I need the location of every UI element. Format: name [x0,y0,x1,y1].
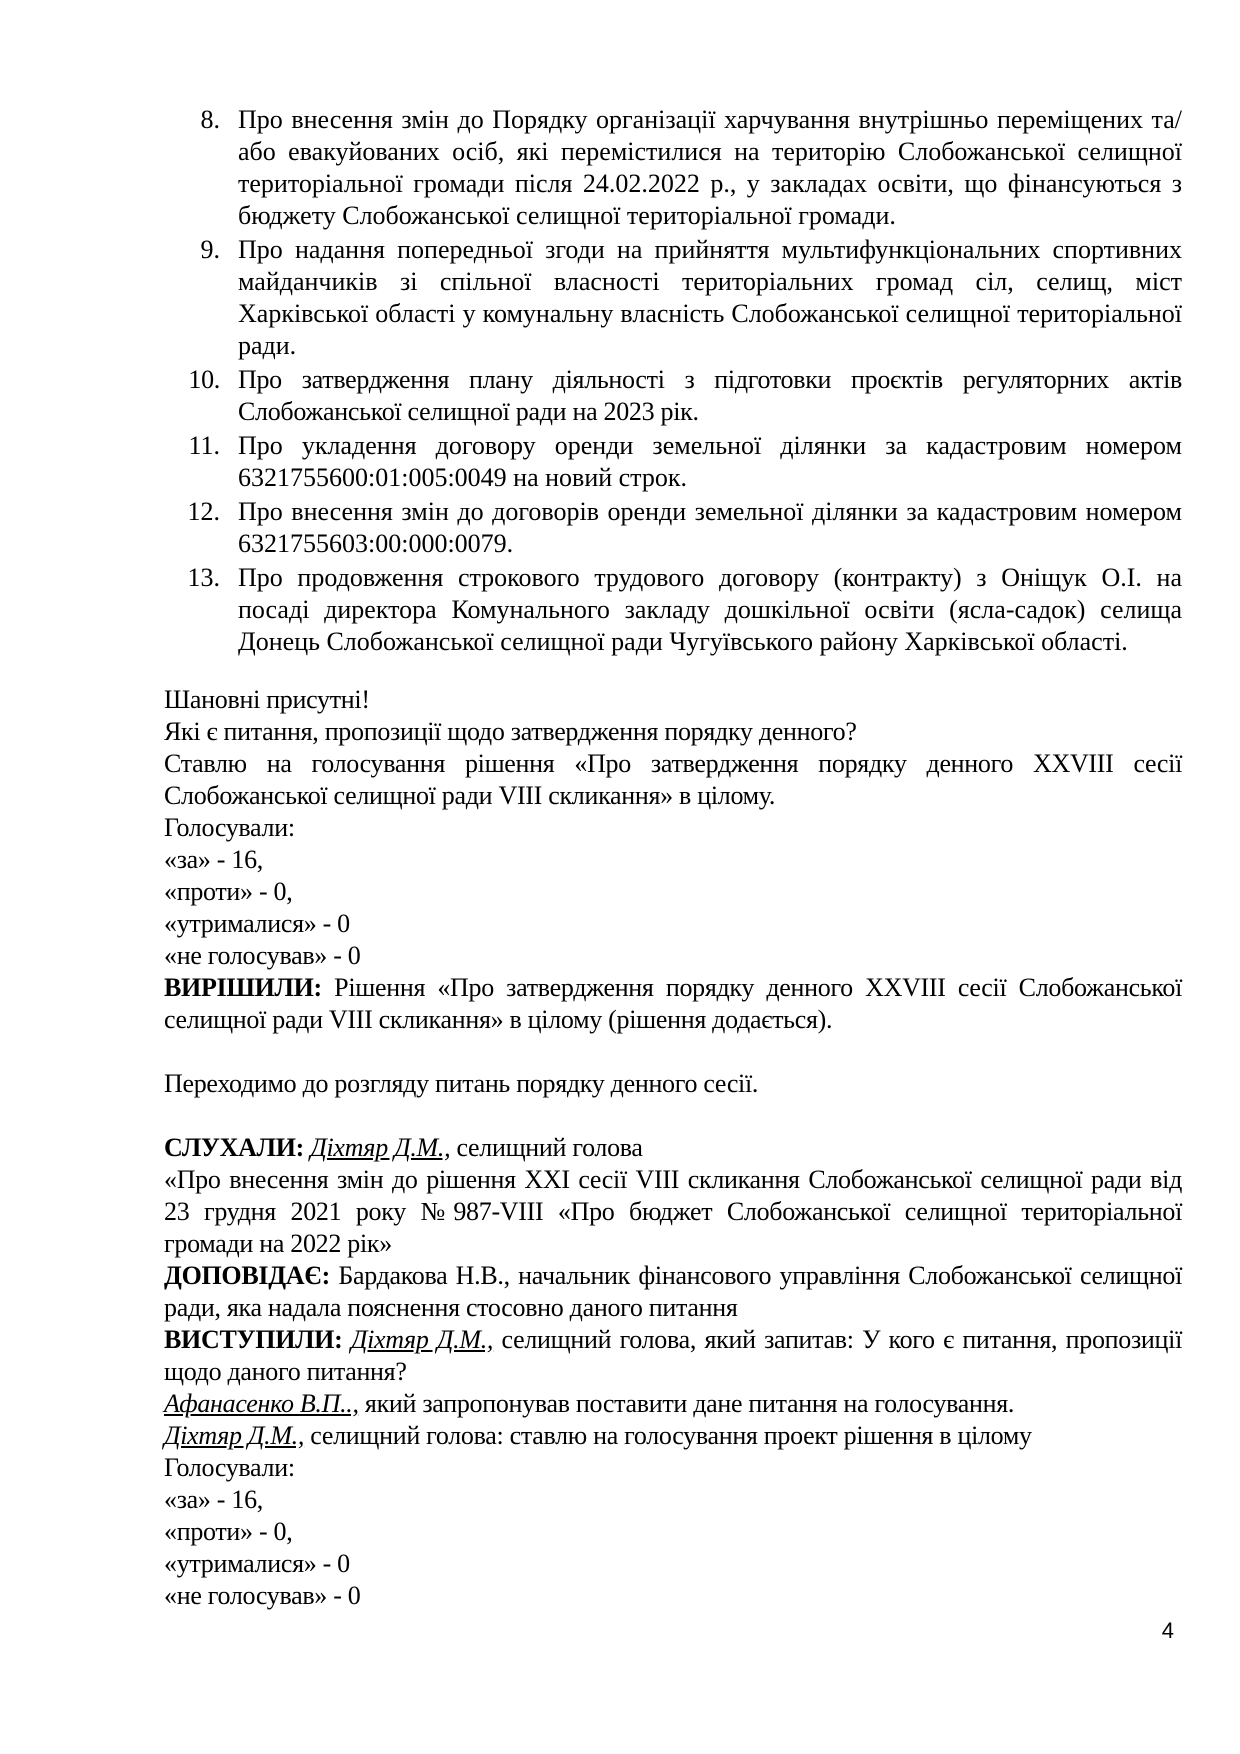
decision [164,972,1182,1036]
agenda-item-9 [164,234,1182,362]
agenda-item-number: 8. [200,105,220,134]
reports-label: ДОПОВІДАЄ: [164,1261,330,1290]
spoke-name: Діхтяр Д.М., [350,1325,494,1354]
proposal: Ставлю на голосування рішення «Про затвердження порядку денного XXVIII сесії Слобожанської селищної ради VIII скликання» в цілому. [164,749,1182,810]
vote-abstained: «утрималися» - 0 [164,909,350,938]
agenda-item-12 [164,496,1182,560]
vote-not-voted: «не голосував» - 0 [164,1581,361,1610]
agenda-item-8 [164,104,1182,232]
speaker2-text: який запропонував поставити дане питання на голосування. [364,1389,1015,1418]
agenda-item-text: Про укладення договору оренди земельної ділянки за кадастровим номером 6321755600:01:005:0049 на новий строк. [238,431,1182,492]
agenda-list [164,104,1182,658]
agenda-item-text: Про внесення змін до Порядку організації харчування внутрішньо переміщених та/або евакуйованих осіб, які перемістилися на територію Слобожанської селищної територіальної громади після 24.02.2022 р., у закладах освіти, що фінансуються з бюджету Слобожанської селищної територіальної громади. [238,105,1182,230]
transition-text: Переходимо до розгляду питань порядку денного сесії. [164,1069,759,1098]
speaker3-name: Діхтяр Д.М., [164,1421,305,1450]
vote-for: «за» - 16, [164,1485,263,1514]
item-title: «Про внесення змін до рішення XXI сесії VIII скликання Слобожанської селищної ради від 23 грудня 2021 року №987-VIII «Про бюджет Слобожанської селищної територіальної громади на 2022 рік» [164,1165,1182,1258]
agenda-item-10 [164,364,1182,428]
vote-against: «проти» - 0, [164,877,293,906]
vote-for: «за» - 16, [164,845,263,874]
question: Які є питання, пропозиції щодо затвердження порядку денного? [164,717,857,746]
agenda-item-13 [164,562,1182,658]
spoke-label: ВИСТУПИЛИ: [164,1325,343,1354]
page-content [164,104,1182,1612]
agenda-item-number: 11. [188,431,220,460]
speaker2-line [164,1388,1182,1420]
vote-abstained: «утрималися» - 0 [164,1549,350,1578]
heard-role: селищний голова [456,1133,643,1162]
spacer [164,660,1182,672]
voted-label: Голосували: [164,1453,295,1482]
greeting: Шановні присутні! [164,685,370,714]
reports-text: Бардакова Н.В., начальник фінансового управління Слобожанської селищної ради, яка надала пояснення стосовно даного питання [164,1261,1182,1322]
spacer [164,1036,1182,1068]
speaker3-text: селищний голова: ставлю на голосування проект рішення в цілому [310,1421,1032,1450]
reports-line [164,1260,1182,1324]
decided-label: ВИРІШИЛИ: [164,973,322,1002]
agenda-item-number: 13. [187,563,220,592]
agenda-item-11 [164,430,1182,494]
page-number: 4 [1161,1618,1174,1643]
spoke-line [164,1324,1182,1388]
heard-name: Діхтяр Д.М., [310,1133,451,1162]
agenda-item-number: 12. [187,497,220,526]
vote-section-agenda [164,684,1182,1036]
heard-line [164,1132,1182,1164]
agenda-item-text: Про продовження строкового трудового договору (контракту) з Оніщук О.І. на посаді директора Комунального закладу дошкільної освіти (ясла-садок) селища Донець Слобожанської селищної ради Чугуївського району Харківської області. [238,563,1182,656]
spacer [164,672,1182,684]
agenda-item-text: Про внесення змін до договорів оренди земельної ділянки за кадастровим номером 6321755603:00:000:0079. [238,497,1182,558]
decided-text: Рішення «Про затвердження порядку денного XXVIII сесії Слобожанської селищної ради VIII скликання» в цілому (рішення додається). [164,973,1182,1034]
vote-not-voted: «не голосував» - 0 [164,941,361,970]
spoke-text: селищний голова, який запитав: У кого є питання, пропозиції щодо даного питання? [164,1325,1183,1386]
agenda-item-1-section [164,1132,1182,1612]
voted-label: Голосували: [164,813,295,842]
agenda-item-number: 9. [200,235,220,264]
vote-against: «проти» - 0, [164,1517,293,1546]
spacer [164,1100,1182,1132]
agenda-item-text: Про затвердження плану діяльності з підготовки проєктів регуляторних актів Слобожанської селищної ради на 2023 рік. [238,365,1182,426]
speaker2-name: Афанасенко В.П.., [164,1389,359,1418]
heard-label: СЛУХАЛИ: [164,1133,304,1162]
agenda-item-text: Про надання попередньої згоди на прийняття мультифункціональних спортивних майданчиків зі спільної власності територіальних громад сіл, селищ, міст Харківської області у комунальну власність Слобожанської селищної територіальної ради. [238,235,1182,360]
agenda-item-number: 10. [188,365,220,394]
speaker3-line [164,1420,1182,1452]
